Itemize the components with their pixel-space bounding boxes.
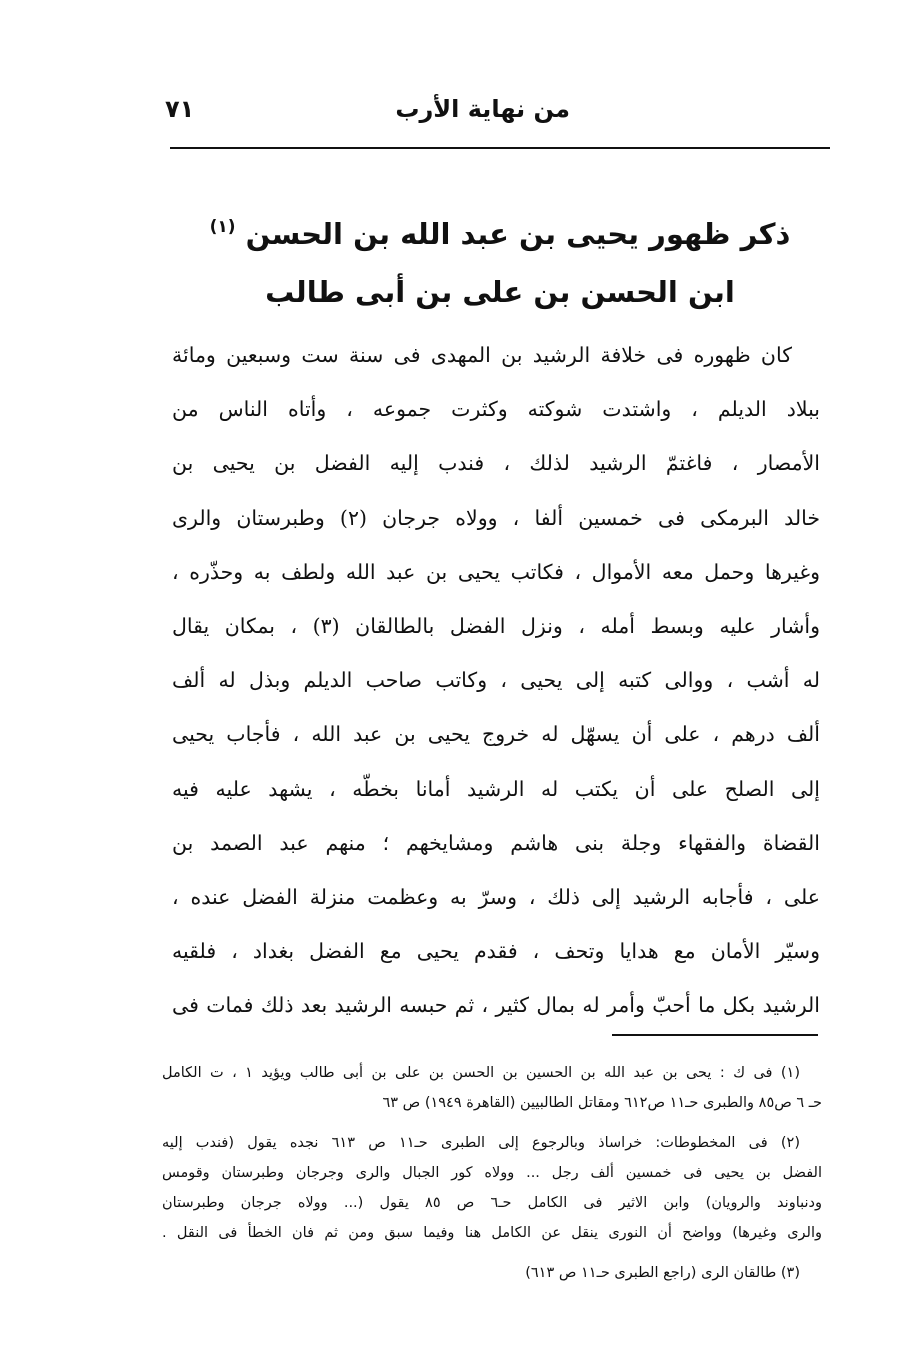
- footnote-1: [162, 1058, 822, 1118]
- heading-footnote-mark: (١): [209, 217, 236, 237]
- body-line: الأمصار ، فاغتمّ الرشيد لذلك ، فندب إليه الفضل بن يحيى بن: [172, 451, 820, 476]
- footnote-line: (٢) فى المخطوطات: خراساذ وبالرجوع إلى الطبرى حـ١١ ص ٦١٣ نجده يقول (فندب إليه: [162, 1135, 800, 1151]
- heading-line-1-text: ذكر ظهور يحيى بن عبد الله بن الحسن: [245, 217, 791, 251]
- body-line: ألف درهم ، على أن يسهّل له خروج يحيى بن عبد الله ، فأجاب يحيى: [172, 722, 820, 747]
- running-title: من نهاية الأرب: [395, 95, 570, 123]
- page-number: ٧١: [165, 95, 195, 123]
- body-line: ببلاد الديلم ، واشتدت شوكته وكثرت جموعه ، وأتاه الناس من: [172, 397, 820, 422]
- footnote-line: والرى وغيرها) وواضح أن النورى ينقل عن الكامل هنا وفيما سبق ومن ثم فان الخطأ فى النقل .: [162, 1225, 822, 1241]
- body-line: على ، فأجابه الرشيد إلى ذلك ، وسرّ به وعظمت منزلة الفضل عنده ،: [172, 884, 820, 909]
- header-rule: [170, 147, 830, 149]
- footnote-line: ودنباوند والرويان) وابن الاثير فى الكامل حـ٦ ص ٨٥ يقول (... وولاه جرجان وطبرستان: [162, 1195, 822, 1211]
- footnote-3: [162, 1258, 822, 1288]
- body-line: له أشب ، ووالى كتبه إلى يحيى ، وكاتب صاحب الديلم وبذل له ألف: [172, 668, 820, 693]
- body-line: خالد البرمكى فى خمسين ألفا ، وولاه جرجان (٢) وطبرستان والرى: [172, 505, 820, 530]
- footnote-rule: [612, 1034, 818, 1036]
- body-line: وسيّر الأمان مع هدايا وتحف ، فقدم يحيى مع الفضل بغداد ، فلقيه: [172, 939, 820, 964]
- footnote-2: [162, 1128, 822, 1248]
- footnote-line: الفضل بن يحيى فى خمسين ألف رجل ... وولاه كور الجبال والرى وجرجان وطبرستان وقومس: [162, 1165, 822, 1181]
- body-line: وغيرها وحمل معه الأموال ، فكاتب يحيى بن عبد الله ولطف به وحذّره ،: [172, 559, 820, 584]
- footnote-line: (٣) طالقان الرى (راجع الطبرى حـ١١ ص ٦١٣): [525, 1265, 800, 1281]
- heading-line-2: ابن الحسن بن على بن أبى طالب: [265, 275, 735, 309]
- footnote-line: (١) فى ك : يحى بن عبد الله بن الحسين بن الحسن بن على بن أبى طالب ويؤيد ١ ، ت الكامل: [162, 1065, 800, 1081]
- running-head: [165, 95, 830, 139]
- body-line: إلى الصلح على أن يكتب له الرشيد أمانا بخطّه ، يشهد عليه فيه: [172, 776, 820, 801]
- heading-line-1: [170, 198, 830, 263]
- footnote-line: حـ ٦ ص٨٥ والطبرى حـ١١ ص٦١٢ ومقاتل الطالبيين (القاهرة ١٩٤٩) ص ٦٣: [382, 1095, 822, 1111]
- chapter-heading: [170, 198, 830, 321]
- body-text: [172, 328, 820, 1032]
- body-line: وأشار عليه وبسط أمله ، ونزل الفضل بالطالقان (٣) ، بمكان يقال: [172, 613, 820, 638]
- footnotes: [162, 1058, 822, 1288]
- body-line: كان ظهوره فى خلافة الرشيد بن المهدى فى سنة ست وسبعين ومائة: [172, 343, 792, 367]
- body-line: القضاة والفقهاء وجلة بنى هاشم ومشايخهم ؛ منهم عبد الصمد بن: [172, 830, 820, 855]
- body-line: الرشيد بكل ما أحبّ وأمر له بمال كثير ، ثم حبسه الرشيد بعد ذلك فمات فى: [172, 993, 820, 1018]
